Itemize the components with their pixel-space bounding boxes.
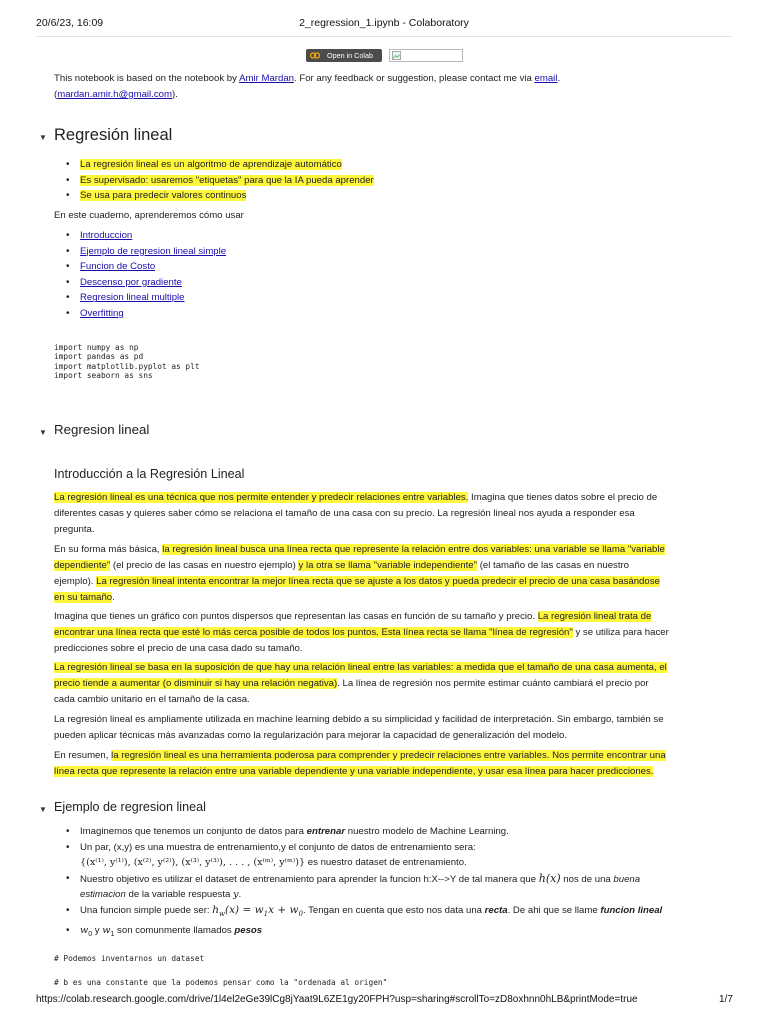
toc-item[interactable]: • Ejemplo de regresion lineal simple	[54, 244, 454, 260]
collapse-caret-icon[interactable]: ▼	[39, 428, 47, 437]
code-line: import seaborn as sns	[54, 370, 153, 380]
header-divider	[36, 36, 732, 37]
toc-item[interactable]: • Regresion lineal multiple	[54, 290, 454, 306]
paragraph-4: La regresión lineal se basa en la suposición de que hay una relación lineal entre las variables: a medida que el tamaño de una casa aumenta, el precio tiende a aumentar (o disminuir si hay una relación negativa). La línea de regresión nos permite estimar cuánto cambiará el precio por cada cambio unitario en el tamaño de la casa.	[54, 662, 667, 705]
broken-image-badge[interactable]	[389, 49, 463, 62]
toc-item[interactable]: • Funcion de Costo	[54, 259, 454, 275]
section3-bullets	[54, 824, 724, 942]
toc-item[interactable]: • Overfitting	[54, 306, 454, 322]
list-item: • La regresión lineal es un algoritmo de aprendizaje automático	[54, 157, 714, 173]
open-in-colab-label: Open in Colab	[327, 51, 373, 60]
code-cell-imports[interactable]	[54, 343, 200, 380]
paragraph-3: Imagina que tienes un gráfico con puntos dispersos que representan las casas en función de su tamaño y precio. La regresión lineal trata de encontrar una línea recta que esté lo más cerca posible de todos los puntos. Esta línea recta se llama "línea de regresión" y se utiliza para hacer predicciones sobre el precio de una casa dado su tamaño.	[54, 611, 669, 654]
code-cell-constant-comment[interactable]: # b es una constante que la podemos pensar como la "ordenada al origen"	[54, 978, 388, 987]
section1-bullets	[54, 157, 714, 204]
code-cell-dataset-comment[interactable]: # Podemos inventarnos un dataset	[54, 954, 205, 963]
code-line: import pandas as pd	[54, 352, 144, 362]
section-title-regresion-lineal-2: Regresion lineal	[54, 422, 150, 437]
section-title-regresion-lineal: Regresión lineal	[54, 126, 173, 144]
paragraph-2: En su forma más básica, la regresión lineal busca una línea recta que represente la relación entre dos variables: una variable se llama "variable dependiente" (el precio de las casas en nuestro ejemplo) y la otra se llama "variable independiente" (el tamaño de las casas en nuestro ejemplo). La regresión lineal intenta encontrar la mejor línea recta que se ajuste a los datos y pueda predecir el precio de una casa basándose en su tamaño.	[54, 544, 665, 603]
toc-item[interactable]: • Introduccion	[54, 228, 454, 244]
list-item: • Un par, (x,y) es una muestra de entrenamiento,y el conjunto de datos de entrenamiento sera: {(x⁽¹⁾, y⁽¹⁾), (x⁽²⁾, y⁽²⁾), (x⁽³⁾, y⁽³⁾), . . . , (x⁽ᵐ⁾, y⁽ᵐ⁾)} es nuestro dataset de entrenamiento.	[54, 840, 724, 871]
print-datetime: 20/6/23, 16:09	[36, 17, 104, 29]
email-link[interactable]: email	[534, 73, 558, 84]
intro-paragraph: This notebook is based on the notebook by Amir Mardan. For any feedback or suggestion, please contact me via email. (mardan.amir.h@gmail.com).	[54, 73, 561, 100]
print-page-number: 1/7	[719, 994, 733, 1005]
toc-intro: En este cuaderno, aprenderemos cómo usar	[54, 210, 244, 221]
code-line: import numpy as np	[54, 343, 139, 352]
collapse-caret-icon[interactable]: ▼	[39, 805, 47, 814]
dataset-formula: {(x⁽¹⁾, y⁽¹⁾), (x⁽²⁾, y⁽²⁾), (x⁽³⁾, y⁽³⁾), . . . , (x⁽ᵐ⁾, y⁽ᵐ⁾)}	[80, 857, 306, 869]
author-link[interactable]: Amir Mardan	[239, 73, 294, 84]
paragraph-6: En resumen, la regresión lineal es una herramienta poderosa para comprender y predecir relaciones entre variables. Nos permite encontrar una línea recta que represente la relación entre una variable dependiente y una variable independiente, y usar esa línea para hacer predicciones.	[54, 750, 666, 777]
list-item: • $w_0$ y $w_1$ son comunmente llamados pesos	[54, 923, 724, 943]
broken-image-icon	[392, 51, 401, 60]
section-title-ejemplo: Ejemplo de regresion lineal	[54, 800, 206, 814]
email-address-link[interactable]: mardan.amir.h@gmail.com	[57, 89, 172, 100]
print-doc-title: 2_regression_1.ipynb - Colaboratory	[299, 17, 469, 29]
colab-logo-icon	[310, 52, 320, 59]
list-item: • Se usa para predecir valores continuos	[54, 188, 714, 204]
subsection-title-introduccion: Introducción a la Regresión Lineal	[54, 467, 245, 481]
collapse-caret-icon[interactable]: ▼	[39, 133, 47, 142]
paragraph-5: La regresión lineal es ampliamente utilizada en machine learning debido a su simplicidad y facilidad de interpretación. Sin embargo, también se pueden aplicar técnicas más avanzadas como la regularización para mejorar la capacidad de generalización del modelo.	[54, 714, 664, 741]
list-item: • Nuestro objetivo es utilizar el dataset de entrenamiento para aprender la funcion h:X-->Y de tal manera que h(x) nos de una buena estimacion de la variable respuesta y.	[54, 871, 724, 903]
paragraph-1: La regresión lineal es una técnica que nos permite entender y predecir relaciones entre variables. Imagina que tienes datos sobre el precio de diferentes casas y quieres saber cómo se relaciona el tamaño de una casa con su precio. La regresión lineal nos ayuda a responder esa pregunta.	[54, 492, 658, 535]
toc-item[interactable]: • Descenso por gradiente	[54, 275, 454, 291]
toc-list	[54, 228, 454, 322]
open-in-colab-badge[interactable]	[306, 49, 382, 62]
list-item: • Es supervisado: usaremos "etiquetas" para que la IA pueda aprender	[54, 173, 714, 189]
list-item: • Imaginemos que tenemos un conjunto de datos para entrenar nuestro modelo de Machine Learning.	[54, 824, 724, 840]
print-url: https://colab.research.google.com/drive/1l4el2eGe39lCg8jYaat9L6ZE1gy20FPH?usp=sharing#scrollTo=zD8oxhnn0hLB&printMode=true	[36, 994, 638, 1005]
list-item: • Una funcion simple puede ser: $h_w(x) = w_1x + w_0$. Tengan en cuenta que esto nos data una recta. De ahi que se llame funcion lineal	[54, 903, 724, 923]
code-line: import matplotlib.pyplot as plt	[54, 361, 200, 371]
